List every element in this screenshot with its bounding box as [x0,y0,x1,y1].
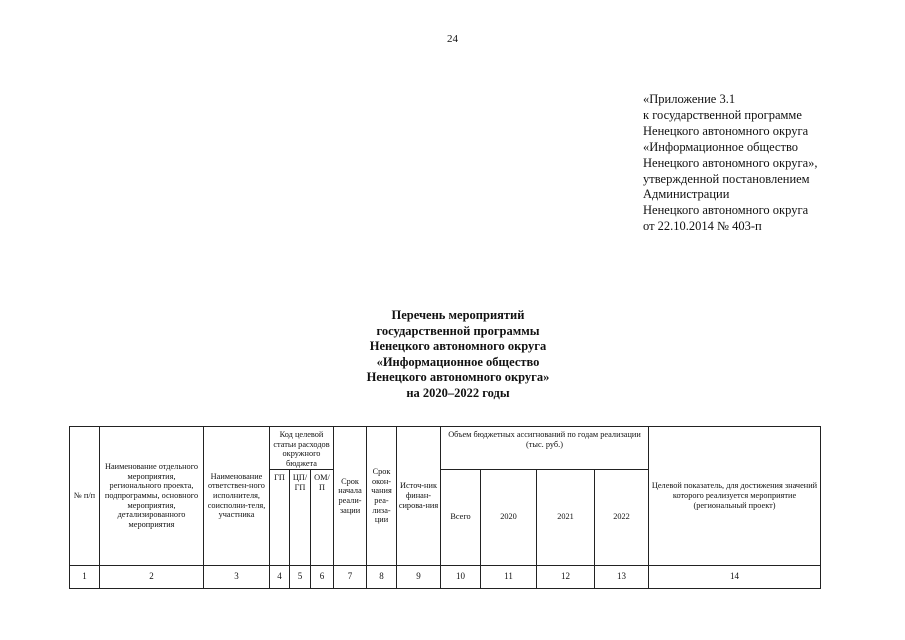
column-number: 14 [649,565,821,588]
column-number: 13 [595,565,649,588]
column-number: 12 [537,565,595,588]
column-number-row [70,565,821,588]
document-title [250,308,666,402]
appendix-line: от 22.10.2014 № 403-п [643,219,762,234]
column-number: 8 [367,565,397,588]
title-line: на 2020–2022 годы [406,385,510,400]
header-total: Всего [441,469,481,565]
appendix-line: утвержденной постановлением [643,171,810,186]
column-number: 11 [481,565,537,588]
title-line: государственной программы [376,323,540,338]
header-start: Срок начала реали-зации [334,427,367,566]
header-executor: Наименование ответствен-ного исполнителя, соисполни-теля, участника [204,427,270,566]
header-name: Наименование отдельного мероприятия, регионального проекта, подпрограммы, основного мероприятия, детализированного мероприятия [100,427,204,566]
header-budget-group: Объем бюджетных ассигнований по годам реализации (тыс. руб.) [441,427,649,470]
column-number: 10 [441,565,481,588]
appendix-line: «Информационное общество [643,139,799,154]
title-line: Ненецкого автономного округа [369,339,547,354]
header-source: Источ-ник финан-сирова-ния [397,427,441,566]
page-number: 24 [447,33,458,45]
column-number: 9 [397,565,441,588]
header-no: № п/п [70,427,100,566]
column-number: 2 [100,565,204,588]
appendix-line: к государственной программе [643,107,802,122]
header-end: Срок окон-чания реа-лиза-ции [367,427,397,566]
column-number: 6 [311,565,334,588]
column-number: 7 [334,565,367,588]
header-target: Целевой показатель, для достижения значений которого реализуется мероприятие (региональный проект) [649,427,821,566]
measures-table [69,426,821,589]
appendix-line: «Приложение 3.1 [643,92,736,106]
column-number: 3 [204,565,270,588]
appendix-line: Ненецкого автономного округа [643,123,809,138]
appendix-note [643,92,883,235]
appendix-line: Ненецкого автономного округа», [643,155,818,170]
header-year-2021: 2021 [537,469,595,565]
header-year-2022: 2022 [595,469,649,565]
column-number: 4 [270,565,290,588]
title-line: «Информационное общество [376,354,540,369]
appendix-line: Администрации [643,187,730,202]
header-code-gp: ГП [270,469,290,565]
title-line: Ненецкого автономного округа» [366,370,550,385]
title-line: Перечень мероприятий [391,308,525,322]
column-number: 1 [70,565,100,588]
header-code-tsp: ЦП/ ГП [290,469,311,565]
header-code-group: Код целевой статьи расходов окружного бюджета [270,427,334,470]
header-code-om: ОМ/ П [311,469,334,565]
appendix-line: Ненецкого автономного округа [643,203,809,218]
column-number: 5 [290,565,311,588]
header-year-2020: 2020 [481,469,537,565]
